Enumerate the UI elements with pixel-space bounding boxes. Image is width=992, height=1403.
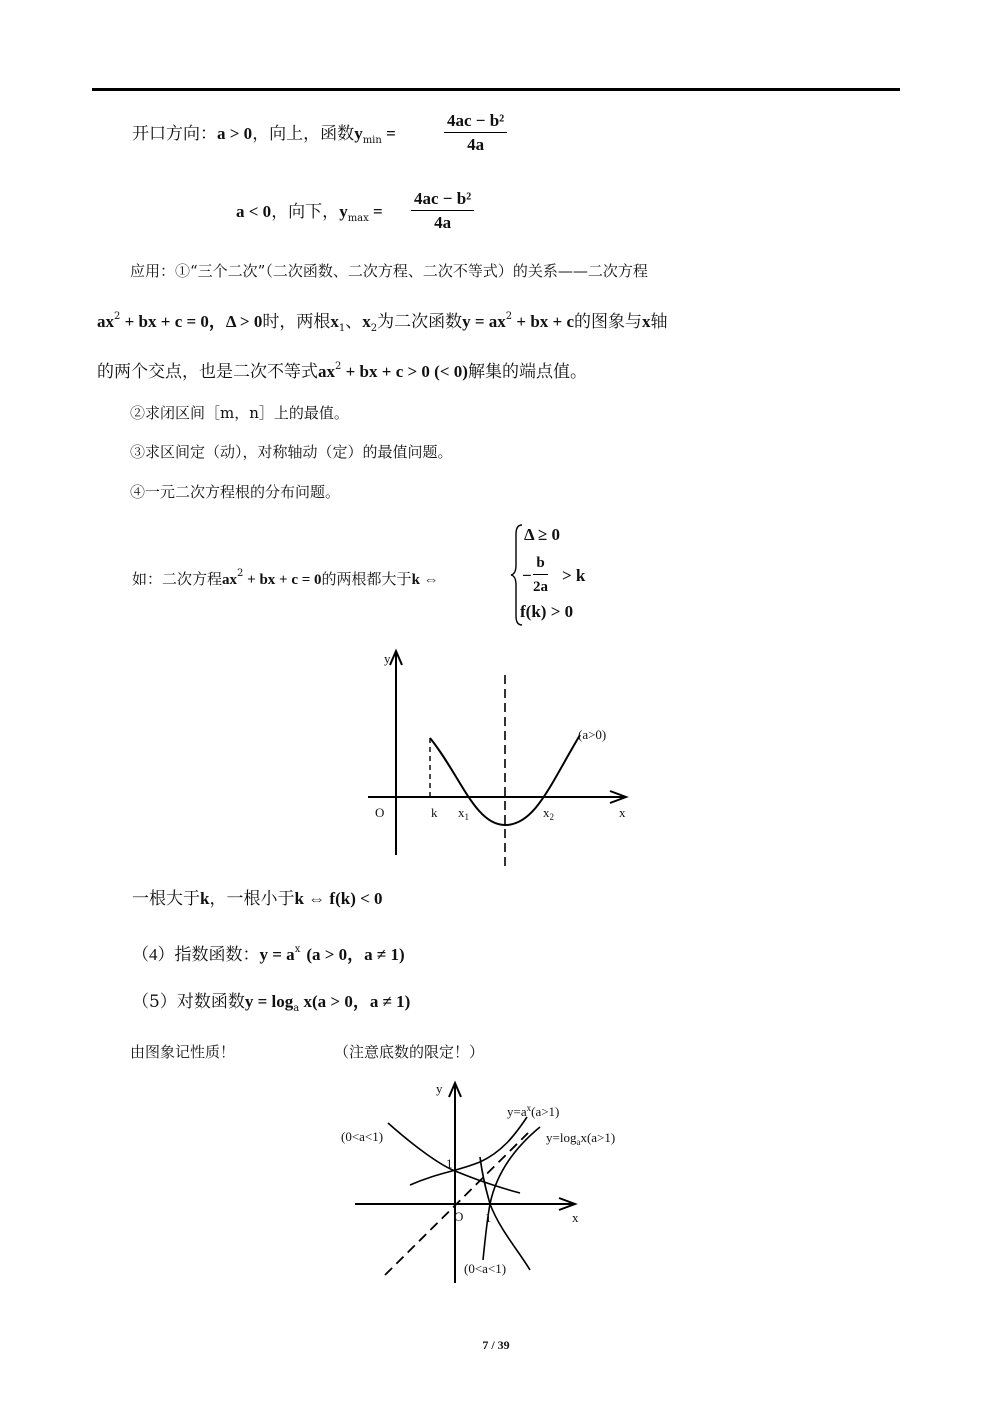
fraction-ymin [444,110,507,157]
properties-note: 由图象记性质！ [130,1043,236,1061]
x1-text: x [458,805,465,820]
superscript: 2 [335,361,342,372]
numerator: 4ac − b² [444,110,507,133]
x2-text: x [543,805,550,820]
superscript: 2 [505,311,513,322]
math: k ⇔ [411,572,439,588]
text: 的两根都大于 [321,570,412,588]
exp-label-text: y=a [507,1104,527,1119]
text: ，向下， [271,202,340,222]
text: 为二次函数 [377,312,463,332]
math: ax [222,572,238,588]
subscript: 1 [338,323,346,334]
math: ax [97,312,114,331]
math: ax [318,362,335,381]
line-logarithm [132,990,410,1021]
subscript: min [362,135,382,146]
x1-subscript: 1 [464,812,469,822]
figure-exp-log [330,1075,650,1290]
log-label [546,1130,615,1147]
fraction-axis [533,552,548,599]
base-note: （注意底数的限定！） [334,1043,485,1061]
superscript: 2 [114,311,121,322]
condition-fk: f(k) > 0 [520,602,574,621]
subscript: max [347,213,369,224]
exp-label-cond: (a>1) [531,1104,560,1119]
text: （5）对数函数 [132,992,245,1012]
example-line [132,562,439,592]
condition-discriminant: Δ ≥ 0 [524,525,561,544]
subscript: 2 [370,323,378,334]
math: (a > 0，a ≠ 1) [306,945,405,964]
math: k ⇔ f(k) < 0 [294,889,383,908]
denominator: 4a [434,213,452,232]
text: 解集的端点值。 [467,362,587,382]
log-label-text: y=log [546,1130,577,1145]
x-axis-label: x [572,1210,579,1225]
text: 时，两根 [262,312,331,332]
math: + bx + c = 0，Δ > 0 [120,312,263,331]
y-axis-label: y [384,651,391,666]
text: 一根大于 [132,889,200,909]
text: 开口方向： [132,124,217,144]
header-rule [92,88,900,91]
math: x [642,312,651,331]
log-curve-a-gt-1 [483,1127,540,1260]
condition-axis-pre: − [522,566,532,585]
small-a-label-bottom: (0<a<1) [464,1261,507,1276]
text: 的图象与 [574,312,643,332]
line-one-root [132,887,383,911]
page-number: 7 / 39 [482,1338,510,1352]
item-closed-interval: ②求闭区间［m，n］上的最值。 [130,404,349,422]
x1-label [458,805,469,822]
y-axis-label: y [436,1081,443,1096]
application-line-2 [97,305,668,341]
x-intercept-one: 1 [485,1210,492,1225]
text: 轴 [650,312,668,332]
math: y [354,124,363,143]
math: a < 0 [236,202,272,221]
math: x(a > 0，a ≠ 1) [299,992,411,1011]
a-positive-label: (a>0) [578,727,607,742]
line-exponential [132,938,405,967]
fraction-ymax [411,188,474,235]
y-intercept-one: 1 [446,1156,453,1171]
text: ，一根小于 [209,889,295,909]
numerator: 4ac − b² [411,188,474,211]
figure-parabola [360,645,650,875]
math: = [381,124,396,143]
subscript: a [293,1003,300,1014]
math: k [200,889,210,908]
line-downward-opening [236,200,383,231]
math: + bx + c = 0 [243,572,322,588]
math: = [368,202,383,221]
condition-axis-post: > k [562,566,586,585]
line-upward-opening [132,122,396,153]
exp-curve-a-gt-1 [410,1117,527,1185]
math: y = ax [462,312,506,331]
math: y = a [259,945,295,964]
exp-label [507,1103,559,1119]
denominator: 2a [533,579,548,595]
x2-subscript: 2 [549,812,554,822]
superscript: 2 [237,568,244,579]
math: + bx + c > 0 (< 0) [341,362,468,381]
origin-label: O [454,1209,464,1224]
text: ，向上，函数 [252,124,355,144]
math: x [362,312,371,331]
x2-label [543,805,554,822]
origin-label: O [375,805,385,820]
x-axis-label: x [619,805,626,820]
text: 如：二次方程 [132,570,223,588]
math: x [330,312,339,331]
item-root-distribution: ④一元二次方程根的分布问题。 [130,483,341,501]
application-title: 应用：①“三个二次”（二次函数、二次方程、二次不等式）的关系——二次方程 [130,262,648,280]
math: y = log [244,992,294,1011]
exp-label-sup: x [526,1103,532,1113]
denominator: 4a [467,135,485,154]
text: 、 [345,312,363,332]
math: y [339,202,348,221]
log-label-cond: x(a>1) [580,1130,616,1145]
k-label: k [431,805,438,820]
superscript: x [294,944,301,955]
small-a-label-top: (0<a<1) [341,1129,384,1144]
application-line-3 [97,355,587,384]
math: a > 0 [217,124,253,143]
item-moving-axis: ③求区间定（动），对称轴动（定）的最值问题。 [130,443,453,461]
numerator: b [533,552,548,575]
math: + bx + c [512,312,575,331]
log-label-sub: a [576,1137,581,1147]
text: （4）指数函数： [132,945,260,964]
text: 的两个交点，也是二次不等式 [97,362,318,382]
